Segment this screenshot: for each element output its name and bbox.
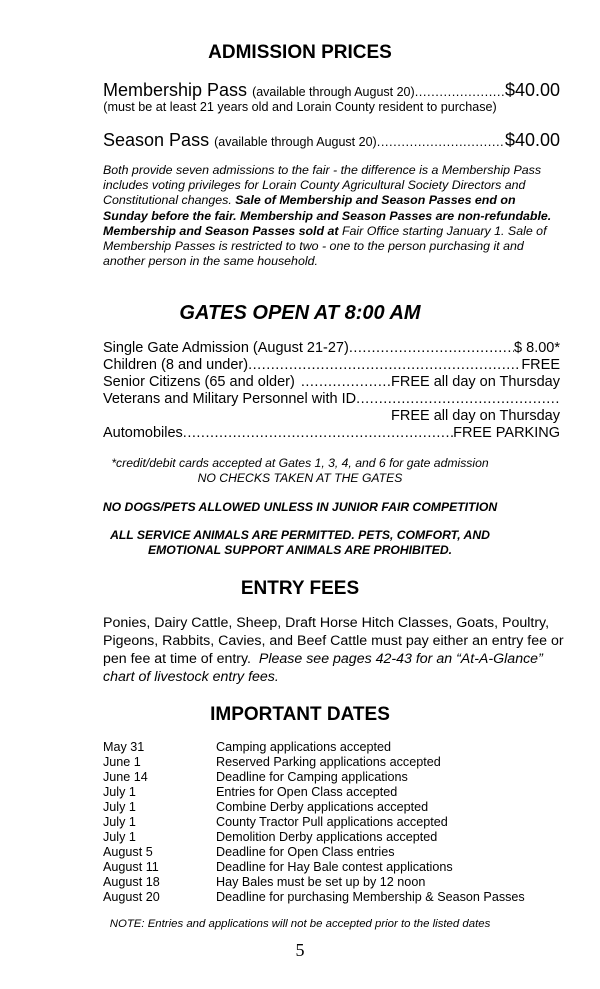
date-description: Deadline for purchasing Membership & Season Passes: [216, 890, 525, 904]
children-label: Children (8 and under): [103, 357, 249, 373]
dates-note: NOTE: Entries and applications will not be accepted prior to the listed dates: [109, 918, 491, 930]
date-label: June 1: [103, 755, 141, 769]
dot-leader: [349, 340, 514, 356]
seniors-value: FREE all day on Thursday: [391, 374, 560, 390]
date-description: County Tractor Pull applications accepted: [216, 815, 448, 829]
no-checks-note: NO CHECKS TAKEN AT THE GATES: [197, 471, 403, 485]
veterans-label: Veterans and Military Personnel with ID: [103, 391, 357, 407]
membership-pass-note: (available through August 20): [252, 85, 415, 99]
date-description: Hay Bales must be set up by 12 noon: [216, 875, 426, 889]
season-pass-price: $40.00: [504, 130, 560, 150]
veterans-value: FREE all day on Thursday: [391, 408, 560, 424]
season-pass-line: [103, 130, 560, 151]
date-label: May 31: [103, 740, 145, 754]
date-description: Deadline for Hay Bale contest applications: [216, 860, 453, 874]
entry-fees-reference: Please see pages 42-43 for an “At-A-Glance” chart of livestock entry fees.: [103, 651, 543, 685]
membership-pass-price: $40.00: [504, 80, 560, 100]
membership-pass-label: Membership Pass: [103, 80, 248, 100]
date-label: July 1: [103, 815, 136, 829]
seniors-label: Senior Citizens (65 and older): [103, 374, 295, 390]
date-description: Combine Derby applications accepted: [216, 800, 429, 814]
important-dates-title: IMPORTANT DATES: [210, 704, 390, 725]
automobiles-line: [103, 425, 560, 441]
admission-title: ADMISSION PRICES: [208, 42, 392, 63]
pass-description: [103, 163, 563, 269]
date-label: June 14: [103, 770, 148, 784]
pass-description-bold: Sale of Membership and Season Passes end on Sunday before the fair. Membership and Season Passes are non-refundable. Membership and Season Passes sold at: [103, 193, 552, 238]
membership-pass-requirement: (must be at least 21 years old and Lorain County resident to purchase): [103, 100, 497, 114]
entry-fees-title: ENTRY FEES: [240, 578, 360, 599]
date-description: Demolition Derby applications accepted: [216, 830, 438, 844]
entry-fees-body: Ponies, Dairy Cattle, Sheep, Draft Horse Hitch Classes, Goats, Poultry, Pigeons, Rabbits, Cavies, and Beef Cattle must pay either an entry fee or pen fee at time of entry.: [103, 615, 564, 667]
date-description: Reserved Parking applications accepted: [216, 755, 441, 769]
date-description: Entries for Open Class accepted: [216, 785, 398, 799]
dot-leader: [301, 374, 391, 390]
pass-description-text-2: Fair Office starting January 1. Sale of Membership Passes is restricted to two - one to the person purchasing it and another person in the same household.: [103, 223, 547, 269]
date-label: August 5: [103, 845, 153, 859]
season-pass-label: Season Pass: [103, 130, 210, 150]
dot-leader: [377, 134, 505, 149]
service-animals-notice-1: ALL SERVICE ANIMALS ARE PERMITTED. PETS, COMFORT, AND: [110, 528, 490, 542]
dot-leader: [415, 84, 505, 99]
automobiles-label: Automobiles: [103, 425, 183, 441]
date-label: August 18: [103, 875, 160, 889]
single-gate-line: [103, 340, 560, 356]
children-value: FREE: [521, 357, 560, 373]
date-label: July 1: [103, 830, 136, 844]
veterans-line: [103, 391, 560, 407]
children-line: [103, 357, 560, 373]
seniors-line: [103, 374, 560, 390]
date-label: July 1: [103, 785, 136, 799]
pass-description-text-1: Both provide seven admissions to the fair - the difference is a Membership Pass includes voting privileges for Lorain County Agricultural Society Directors and Constitutional changes.: [103, 163, 542, 208]
service-animals-notice-2: EMOTIONAL SUPPORT ANIMALS ARE PROHIBITED.: [147, 543, 453, 557]
entry-fees-text: [103, 614, 573, 686]
date-label: August 20: [103, 890, 160, 904]
dot-leader: [183, 425, 453, 441]
no-pets-notice: NO DOGS/PETS ALLOWED UNLESS IN JUNIOR FAIR COMPETITION: [102, 500, 498, 514]
date-description: Deadline for Open Class entries: [216, 845, 395, 859]
date-description: Camping applications accepted: [216, 740, 392, 754]
page-number: 5: [295, 940, 305, 960]
season-pass-note: (available through August 20): [214, 135, 377, 149]
gates-title: GATES OPEN AT 8:00 AM: [179, 302, 421, 324]
date-label: August 11: [103, 860, 159, 874]
single-gate-value: $ 8.00*: [514, 340, 560, 356]
single-gate-label: Single Gate Admission (August 21-27): [103, 340, 349, 356]
date-description: Deadline for Camping applications: [216, 770, 408, 784]
membership-pass-line: [103, 80, 560, 101]
date-label: July 1: [103, 800, 136, 814]
dot-leader: [248, 357, 521, 373]
automobiles-value: FREE PARKING: [453, 425, 560, 441]
card-note: *credit/debit cards accepted at Gates 1, 3, 4, and 6 for gate admission: [111, 456, 489, 470]
dot-leader: [356, 391, 560, 407]
